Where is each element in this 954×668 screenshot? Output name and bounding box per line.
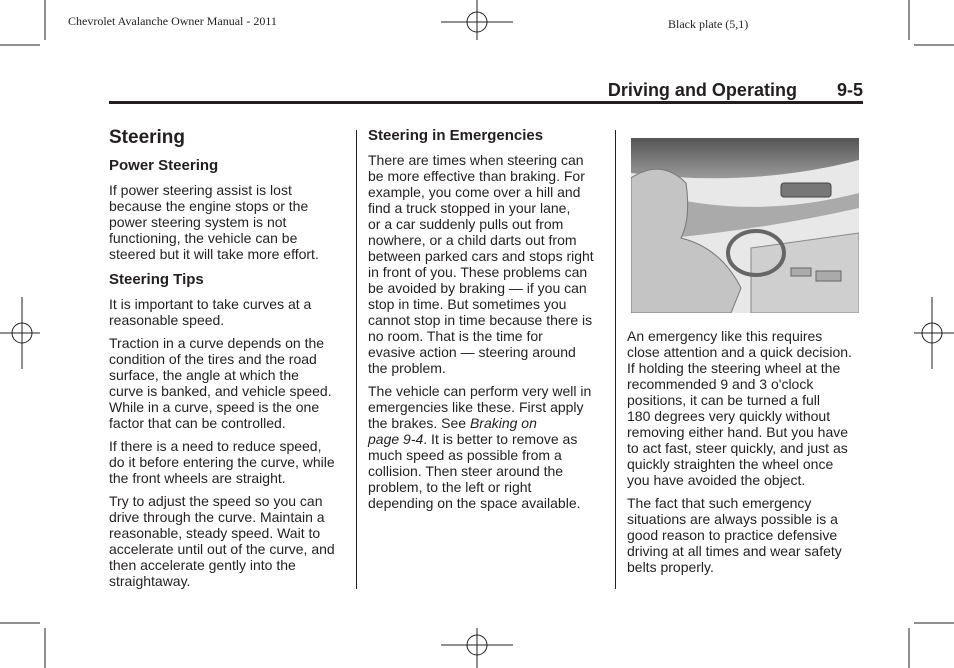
paragraph: [109, 438, 335, 486]
text-line: quickly straighten the wheel once: [627, 456, 834, 472]
paragraph: [368, 383, 594, 511]
paragraph-group: [627, 328, 852, 575]
text-line: be avoided by braking — if you can: [368, 280, 587, 296]
column-divider: [615, 130, 616, 589]
text-line: driving at all times and wear safety: [627, 543, 842, 559]
text-line: no room. That is the time for: [368, 328, 543, 344]
text-line: good reason to practice defensive: [627, 527, 838, 543]
text-line: or a car suddenly pulls out from: [368, 216, 564, 232]
column-1: [109, 127, 335, 596]
text-line: [368, 431, 594, 447]
text-line: to act fast, steer quickly, and just as: [627, 440, 848, 456]
text-line: curve is banked, and vehicle speed.: [109, 383, 332, 399]
paragraph: [109, 493, 335, 589]
subheading-power-steering: Power Steering: [109, 157, 219, 174]
text-line: the front wheels are straight.: [109, 470, 286, 486]
paragraph: [627, 495, 852, 575]
text-line: nowhere, or a child darts out from: [368, 232, 577, 248]
text-segment: the brakes. See: [368, 415, 470, 431]
text-line: belts properly.: [627, 559, 714, 575]
section-title: Driving and Operating: [607, 80, 797, 100]
text-line: [368, 415, 594, 431]
subheading-steering-tips: Steering Tips: [109, 271, 204, 288]
text-line: accelerate until out of the curve, and: [109, 541, 335, 557]
cross-reference[interactable]: page 9-4: [368, 431, 424, 447]
text-line: While in a curve, speed is the one: [109, 399, 320, 415]
text-line: recommended 9 and 3 o'clock: [627, 376, 814, 392]
text-line: power steering system is not: [109, 214, 287, 230]
text-line: you have avoided the object.: [627, 472, 806, 488]
text-line: factor that can be controlled.: [109, 415, 286, 431]
text-line: Traction in a curve depends on the: [109, 335, 325, 351]
text-line: stop in time. But sometimes you: [368, 296, 567, 312]
paragraph-group: [368, 152, 594, 511]
text-line: reasonable speed.: [109, 312, 225, 328]
text-line: If holding the steering wheel at the: [627, 360, 841, 376]
text-line: Try to adjust the speed so you can: [109, 493, 323, 509]
section-heading-steering: Steering: [109, 127, 186, 148]
text-line: do it before entering the curve, while: [109, 454, 335, 470]
text-line: depending on the space available.: [368, 495, 581, 511]
text-line: problem, to the left or right: [368, 479, 532, 495]
manual-title: Chevrolet Avalanche Owner Manual - 2011: [68, 14, 277, 28]
text-line: straightaway.: [109, 573, 191, 589]
text-line: example, you come over a hill and: [368, 184, 581, 200]
text-line: surface, the angle at which the: [109, 367, 299, 383]
text-line: positions, it can be turned a full: [627, 392, 821, 408]
text-line: because the engine stops or the: [109, 198, 309, 214]
plate-label: Black plate (5,1): [668, 17, 749, 31]
running-header: [608, 80, 863, 101]
text-line: be more effective than braking. For: [368, 168, 585, 184]
paragraph-group: [109, 296, 335, 589]
text-line: If power steering assist is lost: [109, 182, 292, 198]
text-line: drive through the curve. Maintain a: [109, 509, 325, 525]
paragraph-group: [109, 182, 335, 262]
text-line: removing either hand. But you have: [627, 424, 849, 440]
cross-reference[interactable]: Braking on: [469, 415, 537, 431]
text-line: then accelerate gently into the: [109, 557, 296, 573]
text-segment: . It is better to remove as: [423, 431, 578, 447]
text-line: the problem.: [368, 360, 446, 376]
text-line: An emergency like this requires: [627, 328, 823, 344]
text-line: reasonable, steady speed. Wait to: [109, 525, 321, 541]
text-line: cannot stop in time because there is: [368, 312, 593, 328]
page-number: 9-5: [836, 80, 863, 100]
text-line: much speed as possible from a: [368, 447, 562, 463]
paragraph: [368, 152, 594, 376]
text-line: steered but it will take more effort.: [109, 246, 319, 262]
text-line: condition of the tires and the road: [109, 351, 317, 367]
paragraph: [109, 335, 335, 431]
text-line: If there is a need to reduce speed,: [109, 438, 322, 454]
text-line: The vehicle can perform very well in: [368, 383, 592, 399]
text-line: functioning, the vehicle can be: [109, 230, 298, 246]
text-line: The fact that such emergency: [627, 495, 812, 511]
text-line: It is important to take curves at a: [109, 296, 312, 312]
column-2: [368, 127, 594, 518]
paragraph: [109, 182, 335, 262]
driver-illustration: [631, 138, 859, 313]
subheading-steering-emergencies: Steering in Emergencies: [368, 127, 544, 144]
text-line: between parked cars and stops right: [368, 248, 594, 264]
header-rule: [109, 101, 863, 104]
text-line: emergencies like these. First apply: [368, 399, 584, 415]
text-line: 180 degrees very quickly without: [627, 408, 831, 424]
column-divider: [356, 130, 357, 589]
text-line: in front of you. These problems can: [368, 264, 588, 280]
paragraph: [109, 296, 335, 328]
text-line: collision. Then steer around the: [368, 463, 564, 479]
paragraph: [627, 328, 852, 488]
text-line: evasive action — steering around: [368, 344, 576, 360]
driver-steering-image: [631, 138, 859, 313]
column-3: [627, 328, 852, 582]
text-line: situations are always possible is a: [627, 511, 838, 527]
text-line: find a truck stopped in your lane,: [368, 200, 571, 216]
text-line: There are times when steering can: [368, 152, 584, 168]
text-line: close attention and a quick decision.: [627, 344, 852, 360]
